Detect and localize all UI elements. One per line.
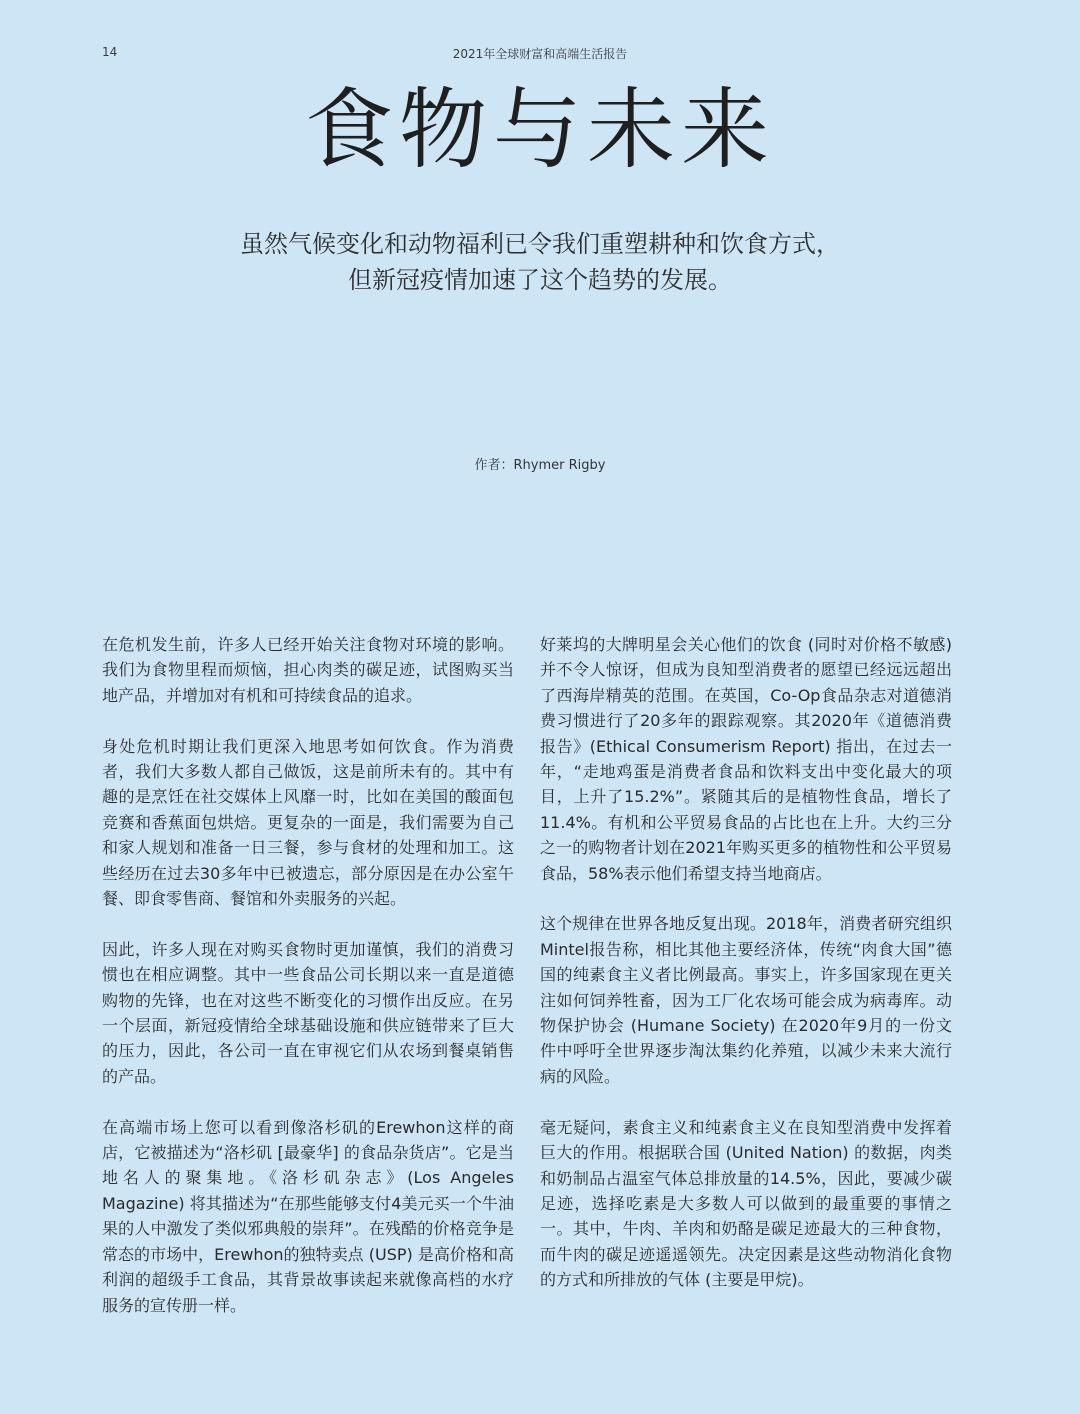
paragraph: 毫无疑问，素食主义和纯素食主义在良知型消费中发挥着巨大的作用。根据联合国 (United Nation) 的数据，肉类和奶制品占温室气体总排放量的14.5%，因此，要减少碳足迹，选择吃素是大多数人可以做到的最重要的事情之一。其中，牛肉、羊肉和奶酪是碳足迹最大的三种食物，而牛肉的碳足迹遥遥领先。决定因素是这些动物消化食物的方式和所排放的气体 (主要是甲烷)。 xyxy=(540,1117,952,1290)
paragraph: 这个规律在世界各地反复出现。2018年，消费者研究组织Mintel报告称，相比其他主要经济体，传统“肉食大国”德国的纯素食主义者比例最高。事实上，许多国家现在更关注如何饲养牲畜，因为工厂化农场可能会成为病毒库。动物保护协会 (Humane Society) 在2020年9月的一份文件中呼吁全世界逐步淘汰集约化养殖，以减少未来大流行病的风险。 xyxy=(540,914,952,1086)
subtitle-line: 虽然气候变化和动物福利已令我们重塑耕种和饮食方式， xyxy=(240,230,840,258)
paragraph: 在危机发生前，许多人已经开始关注食物对环境的影响。我们为食物里程而烦恼，担心肉类的碳足迹，试图购买当地产品，并增加对有机和可持续食品的追求。 xyxy=(102,635,514,705)
paragraph: 好莱坞的大牌明星会关心他们的饮食 (同时对价格不敏感) 并不令人惊讶，但成为良知型消费者的愿望已经远远超出了西海岸精英的范围。在英国，Co-Op食品杂志对道德消费习惯进行了20多年的跟踪观察。其2020年《道德消费报告》(Ethical Consumerism Report) 指出，在过去一年，“走地鸡蛋是消费者食品和饮料支出中变化最大的项目，上升了15.2%”。紧随其后的是植物性食品，增长了11.4%。有机和公平贸易食品的占比也在上升。大约三分之一的购物者计划在2021年购买更多的植物性和公平贸易食品，58%表示他们希望支持当地商店。 xyxy=(540,635,952,883)
paragraph: 身处危机时期让我们更深入地思考如何饮食。作为消费者，我们大多数人都自己做饭，这是前所未有的。其中有趣的是烹饪在社交媒体上风靡一时，比如在美国的酸面包竞赛和香蕉面包烘焙。更复杂的一面是，我们需要为自己和家人规划和准备一日三餐，参与食材的处理和加工。这些经历在过去30多年中已被遗忘，部分原因是在办公室午餐、即食零售商、餐馆和外卖服务的兴起。 xyxy=(102,736,514,909)
left-column xyxy=(102,632,514,1343)
subtitle-line: 但新冠疫情加速了这个趋势的发展。 xyxy=(348,266,732,294)
running-header: 2021年全球财富和高端生活报告 xyxy=(452,47,628,61)
page-number: 14 xyxy=(102,45,118,59)
article-subtitle xyxy=(0,226,1080,298)
paragraph: 因此，许多人现在对购买食物时更加谨慎，我们的消费习惯也在相应调整。其中一些食品公司长期以来一直是道德购物的先锋，也在对这些不断变化的习惯作出反应。在另一个层面，新冠疫情给全球基础设施和供应链带来了巨大的压力，因此，各公司一直在审视它们从农场到餐桌销售的产品。 xyxy=(102,939,514,1086)
byline: 作者：Rhymer Rigby xyxy=(474,458,606,473)
paragraph: 在高端市场上您可以看到像洛杉矶的Erewhon这样的商店，它被描述为“洛杉矶 [最豪华] 的食品杂货店”。它是当地名人的聚集地。《洛杉矶杂志》(Los Angeles Magazine) 将其描述为“在那些能够支付4美元买一个牛油果的人中激发了类似邪典般的崇拜”。在残酷的价格竞争是常态的市场中，Erewhon的独特卖点 (USP) 是高价格和高利润的超级手工食品，其背景故事读起来就像高档的水疗服务的宣传册一样。 xyxy=(102,1117,514,1315)
article-title: 食物与未来 xyxy=(304,78,775,181)
right-column xyxy=(540,632,952,1318)
